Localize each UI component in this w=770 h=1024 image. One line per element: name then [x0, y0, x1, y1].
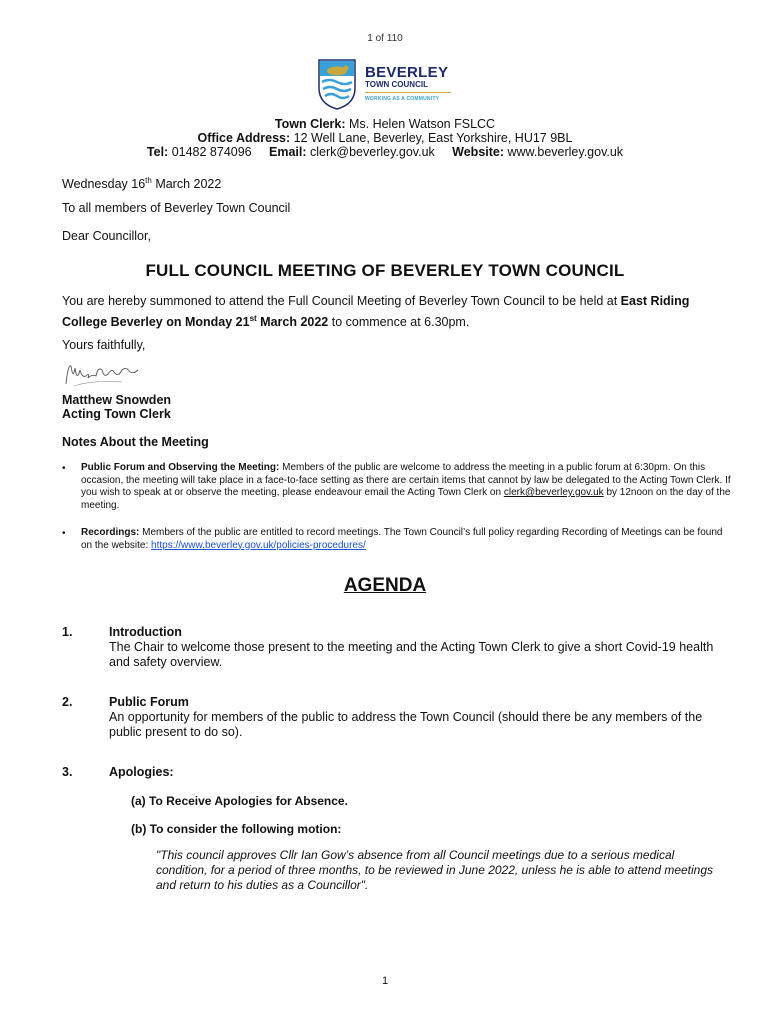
agenda-item-number: 3. — [62, 765, 73, 779]
agenda-item-public-forum: Public Forum An opportunity for members of the public to address the Town Council (should there be any members of the public present to do so). — [109, 695, 703, 739]
logo-tagline: WORKING AS A COMMUNITY — [365, 96, 440, 102]
page-number: 1 — [381, 975, 389, 987]
agenda-item-number: 2. — [62, 695, 73, 709]
agenda-heading: AGENDA — [343, 575, 427, 596]
agenda-item-introduction: Introduction The Chair to welcome those present to the meeting and the Acting Town Clerk to give a short Covid-19 health and safety overview. — [109, 625, 714, 669]
header-clerk: Town Clerk: Ms. Helen Watson FSLCC — [274, 117, 496, 131]
note-recordings: Recordings: Members of the public are entitled to record meetings. The Town Council’s full policy regarding Recording of Meetings can be found on the website: https://www.beverley.gov.uk/policies-procedures/ — [81, 527, 723, 551]
policies-link[interactable]: https://www.beverley.gov.uk/policies-procedures/ — [151, 539, 366, 551]
summons-paragraph: You are hereby summoned to attend the Full Council Meeting of Beverley Town Council to be held at East Riding College Beverley on Monday 21st March 2022 to commence at 6.30pm. — [62, 294, 690, 330]
crest-icon — [317, 58, 357, 110]
header-address: Office Address: 12 Well Lane, Beverley, East Yorkshire, HU17 9BL — [197, 131, 573, 145]
apologies-sub-a: (a) To Receive Apologies for Absence. — [131, 794, 348, 808]
bullet-icon: • — [62, 463, 66, 474]
apologies-sub-b: (b) To consider the following motion: — [131, 822, 342, 836]
salutation: Dear Councillor, — [62, 229, 151, 243]
note-public-forum: Public Forum and Observing the Meeting: Members of the public are welcome to address the meeting in a public forum at 6:30pm. On this occasion, the meeting will take place in a face-to-face setting as there are certain items that cannot by law be delegated to the Acting Town Clerk. If you wish to speak at or observe the meeting, please endeavour email the Acting Town Clerk on clerk@beverley.gov.uk by 12noon on the day of the meeting. — [81, 462, 731, 511]
signature — [62, 356, 142, 397]
motion-text: "This council approves Cllr Ian Gow’s absence from all Council meetings due to a serious medical condition, for a period of three months, to be reviewed in June 2022, unless he is able to attend meetings and return to his duties as a Councillor". — [156, 848, 714, 892]
clerk-email-link[interactable]: clerk@beverley.gov.uk — [503, 487, 604, 498]
signatory-role: Acting Town Clerk — [62, 407, 171, 421]
bullet-icon: • — [62, 528, 66, 539]
council-logo — [317, 58, 457, 110]
logo-name: BEVERLEY — [365, 64, 449, 81]
letter-date: Wednesday 16th March 2022 — [62, 176, 222, 192]
meeting-title: FULL COUNCIL MEETING OF BEVERLEY TOWN COUNCIL — [145, 261, 625, 280]
closing: Yours faithfully, — [62, 338, 146, 352]
notes-heading: Notes About the Meeting — [62, 435, 209, 449]
agenda-item-apologies: Apologies: — [109, 765, 174, 779]
logo-divider — [365, 92, 451, 93]
page-counter: 1 of 110 — [367, 33, 403, 44]
logo-subtitle: TOWN COUNCIL — [365, 80, 428, 89]
header-contact: Tel: 01482 874096 Email: clerk@beverley.gov.uk Website: www.beverley.gov.uk — [146, 145, 624, 159]
agenda-item-number: 1. — [62, 625, 73, 639]
signatory-name: Matthew Snowden — [62, 393, 172, 407]
recipient-line: To all members of Beverley Town Council — [62, 201, 291, 215]
